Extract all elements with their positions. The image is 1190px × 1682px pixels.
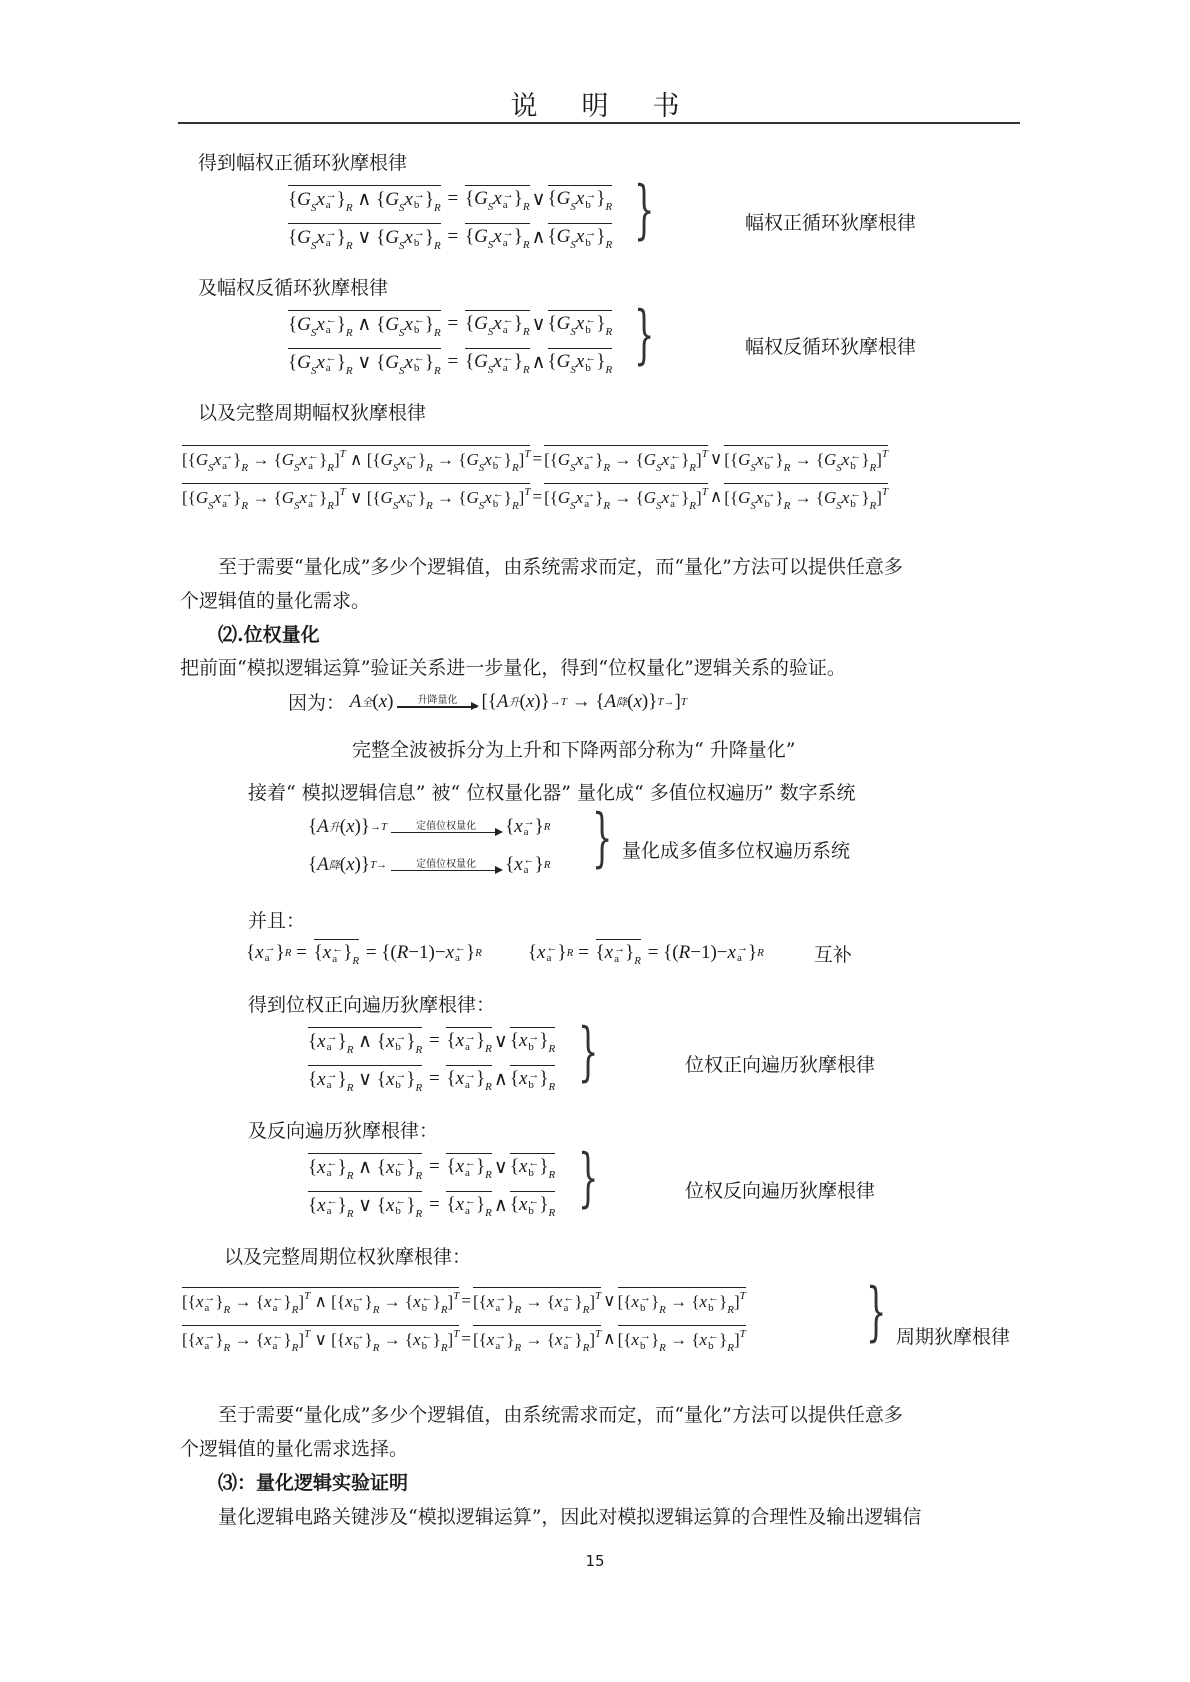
formula-amp-backward: {$G_Sx$ ← a }$_R$ ∧ {$G_Sx$ ← b }$_R$ = {$G_Sx$ ← a }$_R$ ∨ {$G_Sx$ ← b }$_R$ {$G_Sx$ ← a }$_R$ ∨ {$G_Sx$ ← b }$_R$ = {$G_Sx$ ← a }$_R$ ∧ {$G_Sx$ ← b }$_R$ — [286, 305, 614, 381]
formula-updown: 因为： A 全 ( x ) 升降量化 [{ A 升 ( x )} →T → { A 降 ( x )} T→ ] T — [288, 688, 687, 715]
label-bit-forward: 位权正向遍历狄摩根律 — [685, 1054, 876, 1076]
complement-label: 互补 — [813, 944, 852, 966]
para-experiment-line1: 量化逻辑电路关键涉及“模拟逻辑运算”，因此对模拟逻辑运算的合理性及输出逻辑信 — [218, 1506, 922, 1528]
intro-bit-period: 以及完整周期位权狄摩根律： — [224, 1246, 472, 1268]
page-title: 说明书 — [510, 91, 724, 122]
intro-amp-period: 以及完整周期幅权狄摩根律 — [198, 402, 427, 424]
formula-fixed-quantize: { A 升 ( x )} →T 定值位权量化 { x → a } R { A 降 ( x )} T→ 定值位权量化 { x ← a } R — [308, 816, 551, 876]
para-amp-line1: 至于需要“量化成”多少个逻辑值，由系统需求而定，而“量化”方法可以提供任意多 — [218, 556, 903, 578]
intro-bitweight: 把前面“模拟逻辑运算”验证关系进一步量化，得到“位权量化”逻辑关系的验证。 — [180, 657, 846, 679]
para-amp-line2: 个逻辑值的量化需求。 — [180, 590, 371, 612]
because-label: 因为： — [288, 693, 346, 714]
right-brace: } — [634, 173, 655, 247]
label-amp-backward: 幅权反循环狄摩根律 — [745, 336, 917, 358]
intro-amp-backward: 及幅权反循环狄摩根律 — [198, 277, 389, 299]
right-brace: } — [592, 801, 613, 875]
intro-bit-forward: 得到位权正向遍历狄摩根律： — [248, 994, 496, 1016]
header-divider — [178, 122, 1020, 124]
formula-bit-forward: {x → a }$_R$ ∧ {x → b }$_R$ = {x → a }$_R$ ∨ {x → b }$_R$ {x → a }$_R$ ∨ {x → b }$_R$ = {x → a }$_R$ ∧ {x → b }$_R$ — [306, 1022, 557, 1098]
formula-bit-backward: {x ← a }$_R$ ∧ {x ← b }$_R$ = {x ← a }$_R$ ∨ {x ← b }$_R$ {x ← a }$_R$ ∨ {x ← b }$_R$ = {x ← a }$_R$ ∧ {x ← b }$_R$ — [306, 1148, 557, 1224]
intro-bit-backward: 及反向遍历狄摩根律： — [248, 1120, 439, 1142]
next-line: 接着“ 模拟逻辑信息” 被“ 位权量化器” 量化成“ 多值位权遍历” 数字系统 — [248, 782, 856, 804]
right-brace: } — [578, 1015, 599, 1089]
right-brace: } — [866, 1275, 887, 1349]
label-amp-forward: 幅权正循环狄摩根律 — [745, 212, 917, 234]
formula-bit-period: [{x → a }$_R \to \{x$ ← a }$_R]^T$ ∧ [{x → b }$_R \to \{x$ ← b }$_R]^T$ = [{x → a }$_R \to \{x$ ← a }$_R]^T$ ∨ [{x → b }$_R \to \{x$ ← b }$_R]^T$ [{x → a }$_R \to \{x$ ← a }$_R]^T$ ∨ [{x → b }$_R \to \{x$ ← b }$_R]^T$ = [{x → a }$_R \to \{x$ ← a }$_R]^T$ ∧ [{x → b }$_R \to \{x$ ← b }$_R]^T$ — [180, 1282, 748, 1358]
formula-complement: { x → a } R = {x ← a }$_R$ = {( R −1)− x ← a } R { x ← a } R = {x → a }$_R$ = {( R −1)− x → a } R 互补 — [246, 934, 852, 972]
quantize-label: 量化成多值多位权遍历系统 — [622, 840, 851, 862]
label-bit-backward: 位权反向遍历狄摩根律 — [685, 1180, 876, 1202]
heading-bitweight: ⑵.位权量化 — [218, 624, 320, 646]
formula-amp-forward: {$G_Sx$ → a }$_R$ ∧ {$G_Sx$ → b }$_R$ = {$G_Sx$ → a }$_R$ ∨ {$G_Sx$ → b }$_R$ {$G_Sx$ → a }$_R$ ∨ {$G_Sx$ → b }$_R$ = {$G_Sx$ → a }$_R$ ∧ {$G_Sx$ → b }$_R$ — [286, 180, 614, 256]
para-bit-line2: 个逻辑值的量化需求选择。 — [180, 1438, 409, 1460]
para-bit-line1: 至于需要“量化成”多少个逻辑值，由系统需求而定，而“量化”方法可以提供任意多 — [218, 1404, 903, 1426]
right-brace: } — [578, 1141, 599, 1215]
updown-caption: 完整全波被拆分为上升和下降两部分称为“ 升降量化” — [352, 739, 796, 761]
and-label: 并且： — [248, 910, 306, 932]
heading-experiment: ⑶：量化逻辑实验证明 — [218, 1472, 409, 1494]
intro-amp-forward: 得到幅权正循环狄摩根律 — [198, 152, 408, 174]
label-bit-period: 周期狄摩根律 — [896, 1326, 1011, 1348]
formula-amp-period: [{$G_Sx$ → a }$_R \to \{G_Sx$ ← a }$_R]^T$ ∧ [{$G_Sx$ → b }$_R \to \{G_Sx$ ← b }$_R]^T$ = [{$G_Sx$ → a }$_R \to \{G_Sx$ ← a }$_R]^T$ ∨ [{$G_Sx$ → b }$_R \to \{G_Sx$ ← b }$_R]^T$ [{$G_Sx$ → a }$_R \to \{G_Sx$ ← a }$_R]^T$ ∨ [{$G_Sx$ → b }$_R \to \{G_Sx$ ← b }$_R]^T$ = [{$G_Sx$ → a }$_R \to \{G_Sx$ ← a }$_R]^T$ ∧ [{$G_Sx$ → b }$_R \to \{G_Sx$ ← b }$_R]^T$ — [180, 440, 890, 516]
page-number: 15 — [585, 1552, 605, 1570]
right-brace: } — [634, 298, 655, 372]
